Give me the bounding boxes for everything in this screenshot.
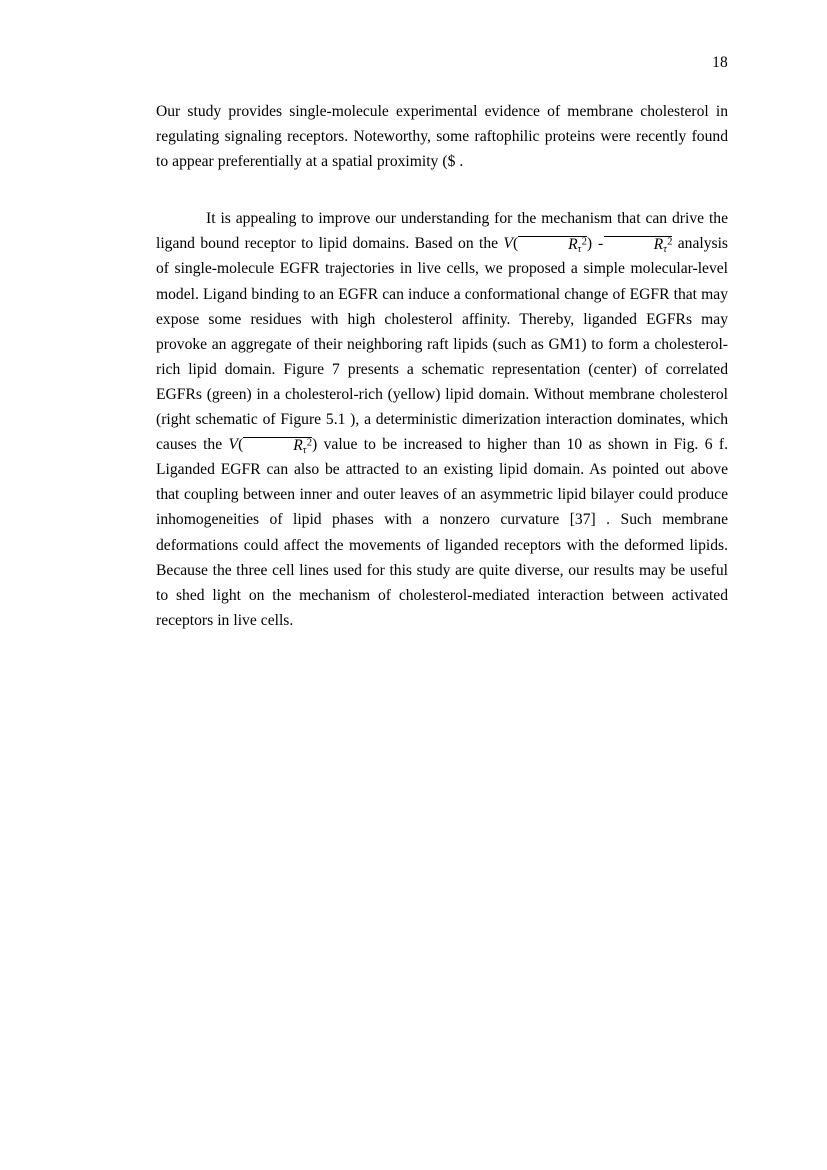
math-symbol-V: V [503,235,513,253]
math-superscript-2b: 2 [667,237,673,249]
math-symbol-V-2: V [228,436,239,454]
paragraph-1: Our study provides single-molecule experimental evidence of membrane cholesterol in regulating signaling receptors. Noteworthy, some raftophilic proteins were recently found to appear preferentially at a spatial proximity ($ . [156,103,728,171]
math-open-paren-2: ( [238,436,244,454]
math-open-paren: ( [512,235,519,253]
paragraph-2-segment-2: analysis of single-molecule EGFR trajectories in live cells, we proposed a simple molecular-level model. Ligand binding to an EGFR can induce a conformational change of EGFR that may expose some residues with high cholesterol affinity. Thereby, liganded EGFRs may provoke an aggregate of their neighboring raft lipids (such as GM1) to form a cholesterol-rich lipid domain. Figure 7 presents a schematic representation (center) of correlated EGFRs (green) in a cholesterol-rich (yellow) lipid domain. Without membrane cholesterol (right schematic of Figure 5.1 ), a deterministic dimerization interaction dominates, which causes the [156,235,728,454]
math-superscript-2c: 2 [306,437,313,449]
math-symbol-R-2: R [653,236,664,254]
math-overline-group-2 [604,236,673,256]
math-subscript-tau: τ [577,244,582,256]
math-minus-sign: - [597,235,604,253]
math-symbol-R: R [568,236,578,254]
paragraph-2-segment-3: value to be increased to higher than 10 as shown in Fig. 6 f. Liganded EGFR can also be attracted to an existing lipid domain. As pointed out above that coupling between inner and outer leaves of an asymmetric lipid bilayer could produce inhomogeneities of lipid phases with a nonzero curvature [37] . Such membrane deformations could affect the movements of liganded receptors with the deformed lipids. Because the three cell lines used for this study are quite diverse, our results may be useful to shed light on the mechanism of cholesterol-mediated interaction between activated receptors in live cells. [156,436,728,629]
math-subscript-tau-2: τ [663,244,667,256]
paragraph-spacer [156,174,728,206]
inline-math-variance [228,436,318,456]
math-overline-group-3 [243,437,312,457]
body-text-column [156,99,728,633]
math-close-paren-2: ) [312,436,318,454]
math-overline-group-1 [518,236,587,256]
math-subscript-tau-3: τ [302,444,307,456]
paragraph-2 [156,206,728,633]
page-number: 18 [712,54,728,71]
math-close-paren: ) [586,235,593,253]
inline-math-variance-minus-msd [503,235,673,256]
paragraph-2-segment-1: It is appealing to improve our understanding for the mechanism that can drive the ligand bound receptor to lipid domains. Based on the [156,210,728,253]
math-superscript-2: 2 [581,237,587,249]
math-symbol-R-3: R [293,437,303,455]
